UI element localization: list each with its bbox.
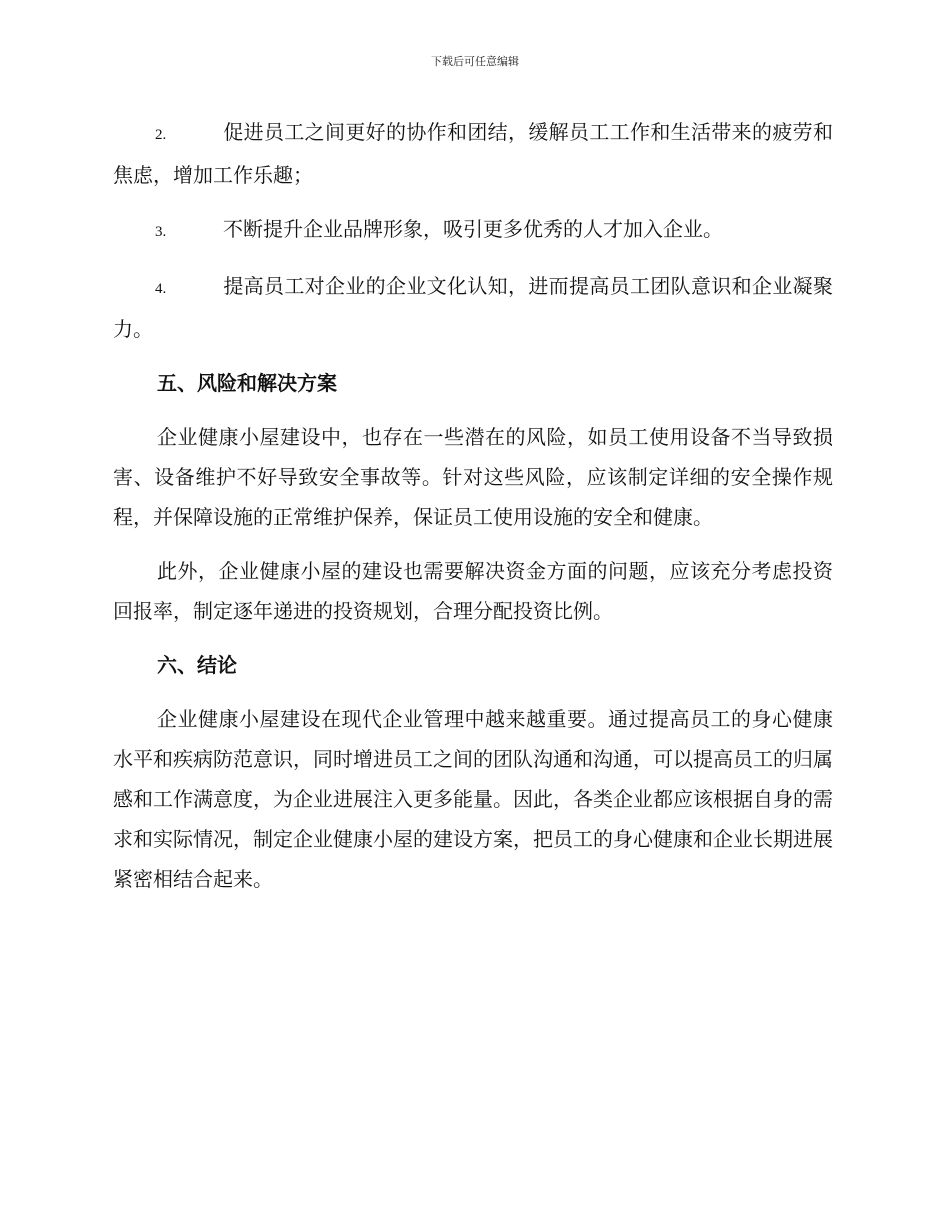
page-header-note: 下载后可任意编辑 xyxy=(431,55,519,68)
list-item-4 xyxy=(113,266,833,349)
list-number: 3. xyxy=(155,224,167,240)
list-item-text: 不断提升企业品牌形象，吸引更多优秀的人才加入企业。 xyxy=(223,217,723,241)
list-item-3 xyxy=(113,209,833,252)
list-number: 2. xyxy=(155,127,167,143)
paragraph-conclusion: 企业健康小屋建设在现代企业管理中越来越重要。通过提高员工的身心健康水平和疾病防范意识，同时增进员工之间的团队沟通和沟通，可以提高员工的归属感和工作满意度，为企业进展注入更多能量。因此，各类企业都应该根据自身的需求和实际情况，制定企业健康小屋的建设方案，把员工的身心健康和企业长期进展紧密相结合起来。 xyxy=(113,707,833,891)
paragraph-risks-1: 企业健康小屋建设中，也存在一些潜在的风险，如员工使用设备不当导致损害、设备维护不好导致安全事故等。针对这些风险，应该制定详细的安全操作规程，并保障设施的正常维护保养，保证员工使用设施的安全和健康。 xyxy=(113,425,833,529)
list-item-2 xyxy=(113,112,833,195)
section-heading-conclusion: 六、结论 xyxy=(157,653,237,677)
paragraph-risks-2: 此外，企业健康小屋的建设也需要解决资金方面的问题，应该充分考虑投资回报率，制定逐年递进的投资规划，合理分配投资比例。 xyxy=(113,559,833,623)
document-body xyxy=(113,112,833,913)
section-heading-risks: 五、风险和解决方案 xyxy=(157,371,337,395)
list-item-text: 提高员工对企业的企业文化认知，进而提高员工团队意识和企业凝聚力。 xyxy=(113,274,833,341)
list-item-text: 促进员工之间更好的协作和团结，缓解员工工作和生活带来的疲劳和焦虑，增加工作乐趣； xyxy=(113,120,833,187)
list-number: 4. xyxy=(155,281,167,297)
